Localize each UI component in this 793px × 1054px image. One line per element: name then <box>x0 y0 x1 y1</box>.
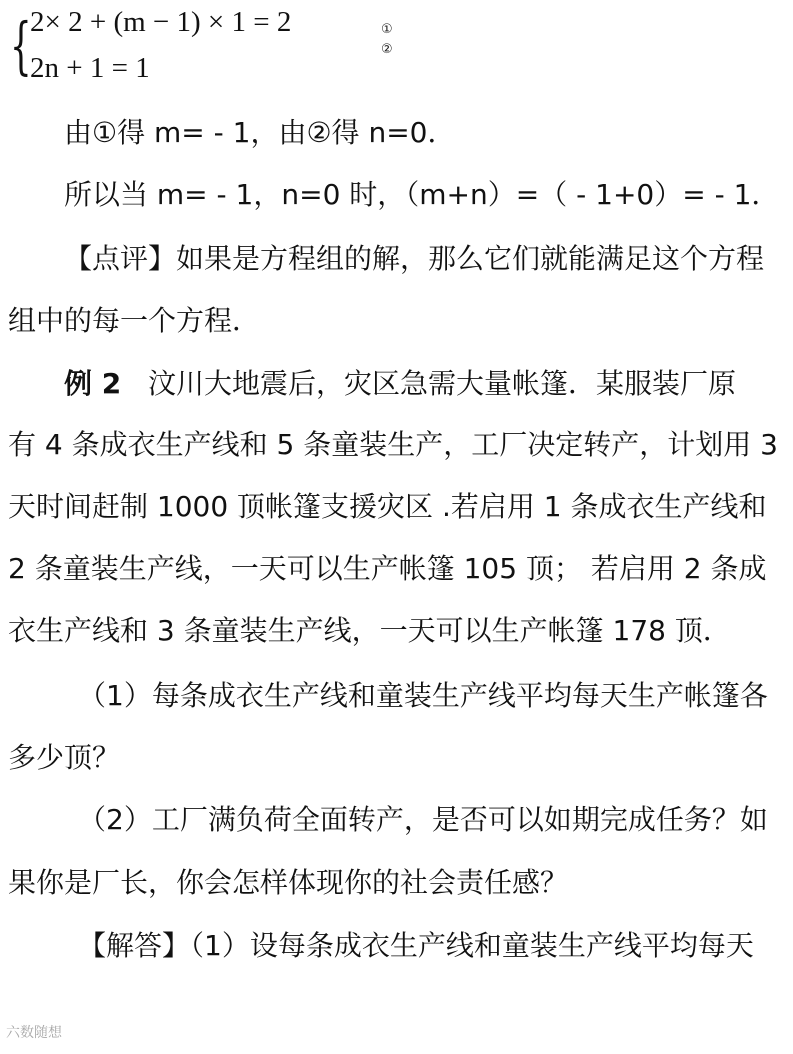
equation-marker-2: ② <box>381 42 393 57</box>
equation-system <box>8 2 428 94</box>
question-2-line-2: 果你是厂长，你会怎样体现你的社会责任感？ <box>8 866 569 899</box>
comment-line-1: 【点评】如果是方程组的解，那么它们就能满足这个方程 <box>64 242 765 275</box>
example-line-4: 2 条童装生产线，一天可以生产帐篷 105 顶； 若启用 2 条成 <box>8 552 767 585</box>
equation-2: 2n + 1 = 1 <box>30 52 150 84</box>
text-line-2: 所以当 m= ‐ 1，n=0 时，（m+n）=（ ‐ 1+0）= ‐ 1． <box>64 178 780 211</box>
example-line-5: 衣生产线和 3 条童装生产线，一天可以生产帐篷 178 顶． <box>8 614 731 647</box>
question-1-line-2: 多少顶？ <box>8 741 121 774</box>
example-text-1: 汶川大地震后，灾区急需大量帐篷．某服装厂原 <box>147 367 736 400</box>
example-line-2: 有 4 条成衣生产线和 5 条童装生产，工厂决定转产，计划用 3 <box>8 428 778 461</box>
left-brace: { <box>10 9 32 82</box>
watermark: 六数随想 <box>6 1025 62 1041</box>
example-line-3: 天时间赶制 1000 顶帐篷支援灾区 .若启用 1 条成衣生产线和 <box>8 490 767 523</box>
text-line-1: 由①得 m= ‐ 1，由②得 n=0． <box>64 116 456 149</box>
question-2-line-1: （2）工厂满负荷全面转产，是否可以如期完成任务？如 <box>78 803 768 836</box>
example-line-1 <box>64 366 736 402</box>
comment-line-2: 组中的每一个方程． <box>8 304 261 337</box>
equation-marker-1: ① <box>381 22 393 37</box>
example-label: 例 2 <box>64 367 122 400</box>
question-1-line-1: （1）每条成衣生产线和童装生产线平均每天生产帐篷各 <box>78 679 768 712</box>
equation-1: 2× 2 + (m − 1) × 1 = 2 <box>30 6 292 38</box>
answer-line-1: 【解答】（1）设每条成衣生产线和童装生产线平均每天 <box>78 929 754 962</box>
